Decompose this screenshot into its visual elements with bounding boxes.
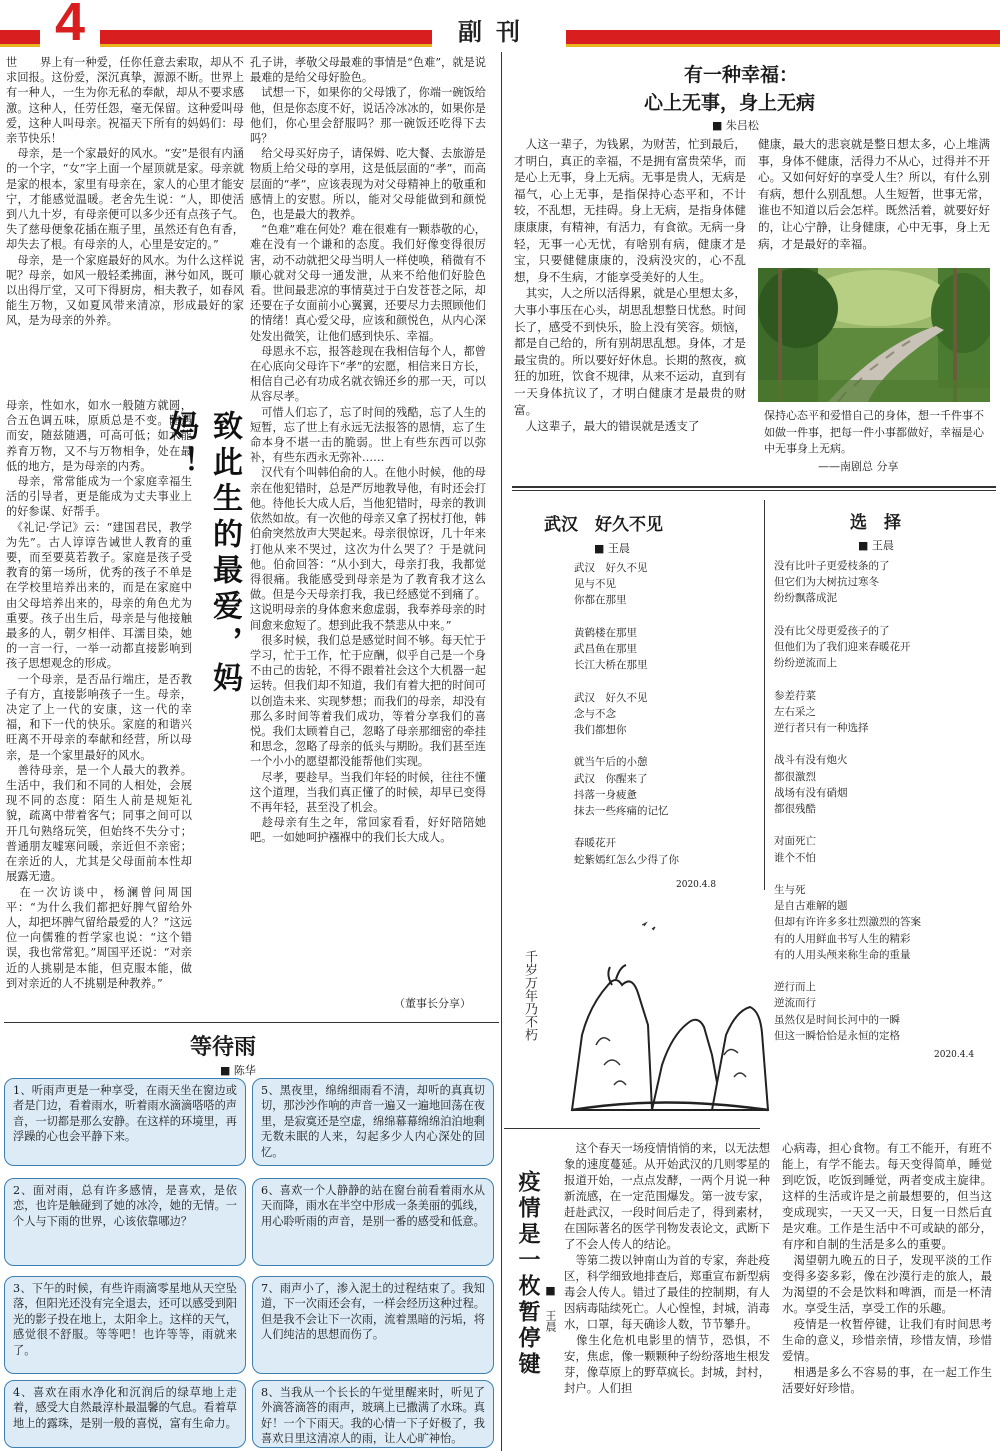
choice-poem-author: ■ 王晨	[858, 539, 894, 552]
wuhan-poem-author: ■ 王晨	[594, 542, 630, 555]
pause-top-rule	[504, 1128, 760, 1129]
pause-col2: 心病毒，担心食物。有工不能开，有班不能上，有学不能去。每天变得简单，睡觉到吃饭，吃饭到睡觉，两者变成主旋律。这样的生活或许是之前最想要的，但当这变成现实，一天又一天，日复一日然后直是灾难。工作是生活中不可或缺的部分，有序和自制的生活是多么的重要。 渴望朝九晚五的日子，发现平淡的工作变得多姿多彩，像在沙漠行走的旅人，最为渴望的不会是饮料和啤酒，而是一杯清水。享受生活，享受工作的乐趣。 疫情是一枚暂停键，让我们有时间思考生命的意义，珍惜亲情，珍惜友情，珍惜爱情。 相遇是多么不容易的事，在一起工作生活要好好珍惜。	[782, 1141, 992, 1395]
happiness-author: ■ 朱吕松	[712, 119, 759, 132]
mother-article-author: （董事长分享）	[394, 997, 471, 1010]
ink-calligraphy: 千岁万年乃不朽	[522, 950, 537, 1041]
pause-author: ■ 王晨	[544, 1284, 557, 1332]
header-red-stripe-mid	[100, 30, 432, 44]
happiness-bottom-rule-thin	[512, 490, 996, 491]
header-gold-stripe-right	[566, 44, 1000, 47]
happiness-title-line2: 心上无事，身上无病	[644, 92, 816, 114]
header-red-stripe-right	[566, 30, 1000, 44]
happiness-title-line1: 有一种幸福：	[684, 64, 799, 86]
choice-poem-text: 没有比叶子更爱枝条的了 但它们为大树抗过寒冬 纷纷飘落成泥 没有比父母更爱孩子的了 但他们为了我们迎来春暖花开 纷纷逆流而上 参差荇菜 左右采之 逆行者只有一种选择 战斗有没有炮火 都很激烈 战场有没有硝烟 都很残酷 对面死亡 谁个不怕 生与死 是自古难解的题 但却有许许多多壮烈激烈的答案 有的人用鲜血书写人生的精彩 有的人用头颅来称生命的重量 逆行而上 逆流而行 虽然仅是时间长河中的一瞬 但这一瞬恰恰是永恒的定格	[774, 560, 921, 1042]
happiness-photo-caption: 保持心态平和爱惜自己的身体，想一千件事不如做一件事，把每一件小事都做好，幸福是心中无事身上无病。	[764, 409, 984, 455]
column-divider	[501, 52, 502, 1451]
rain-item-3: 3、下午的时候，有些许雨滴零星地从天空坠落，但阳光还没有完全退去，还可以感受到阳光的影子投在地上，太阳伞上。这样的天气，感觉很不舒服。等等吧！也许等等，雨就来了。	[4, 1276, 246, 1374]
header-gold-stripe-mid	[100, 44, 432, 47]
happiness-bottom-rule	[512, 486, 996, 488]
rain-item-7: 7、雨声小了，渗入泥土的过程结束了。我知道，下一次雨还会有，一样会经历这种过程。但是我不会让下一次雨，流着黑暗的污垢，将人们纯洁的思想而伤了。	[252, 1276, 494, 1374]
section-title: 副刊	[458, 17, 534, 46]
header-gold-stripe-left	[0, 44, 40, 47]
mother-article-col1-left: 母亲，性如水，如水一般随方就圆，合五色调五味，原质总是不变。随遇而安，随兹随遇，可高可低；如水能养育万物，又不与万物相争，处在最低的地方，是为母亲的内秀。 母亲，常常能成为一个家庭幸福生活的引导者，更是能成为丈夫事业上的好参谋、好帮手。 《礼记·学记》云：“建国君民，教学为先”。古人谆谆告诫世人教育的重要，而至要莫若教子。家庭是孩子受教育的第一场所，优秀的孩子不单是在学校里培养出来的，而是在家庭中由父母培养出来的，母亲的角色尤为重要。孩子出生后，母亲是与他接触最多的人，朝夕相伴、耳濡目染，她的一言一行，一举一动都直接影响到孩子思想观念的形成。 一个母亲，是否品行端庄，是否教子有方，直接影响孩子一生。母亲，决定了上一代的安康，这一代的幸福，和下一代的快乐。家庭的和谐兴旺离不开母亲的奉献和经营，所以母亲，是一个家里最好的风水。 善待母亲，是一个人最大的教养。生活中，我们和不同的人相处，会展现不同的态度：陌生人前是规矩礼貌，疏离中带着客气；同事之间可以开几句熟络玩笑，但始终不失分寸；普通朋友嘘寒问暖，亲近但不亲密；在亲近的人，尤其是父母面前本性却展露无遗。 在一次访谈中，杨澜曾问周国平：“为什么我们都把好脾气留给外人，却把坏脾气留给最爱的人？”这远位一向儒雅的哲学家也说：“这个错误，我也常常犯。”周国平还说：“对亲近的人挑剔是本能，但克服本能，做到对亲近的人不挑剔是种教养。”	[6, 399, 192, 990]
rain-author: ■ 陈华	[220, 1064, 256, 1077]
page-number: 4	[55, 0, 86, 52]
rain-item-5: 5、黑夜里，绵绵细雨看不清，却听的真真切切，那沙沙作响的声音一遍又一遍地回荡在夜里，是寂寞还是空虚，绵绵幕幕绵绵泊泊地剩无数未眠的人来，勾起多少人内心深处的回忆。	[252, 1078, 494, 1166]
rain-item-1: 1、听雨声更是一种享受，在雨天坐在窗边或者是门边，看着雨水，听着雨水滴滴嗒嗒的声音，一切都是那么安静。在这样的环境里，再浮躁的心也会平静下来。	[4, 1078, 246, 1166]
mother-article-title: 致此生的最爱，妈妈！	[163, 410, 242, 698]
wuhan-poem-text: 武汉 好久不见 见与不见 你都在那里 黄鹤楼在那里 武昌鱼在那里 长江大桥在那里 武汉 好久不见 念与不念 我们都想你 就当午后的小憩 武汉 你醒来了 抖落一身疲惫 抹去一些疼痛的记忆 春暖花开 蛇紫嫣红怎么少得了你	[574, 562, 679, 866]
wuhan-poem-title: 武汉 好久不见	[544, 515, 663, 535]
rain-item-8: 8、当我从一个长长的午觉里醒来时，听见了外滴答滴答的雨声，玻璃上已撒满了水珠。真好！一个下雨天。我的心情一下子好极了，我喜欢日里这清凉人的雨，让人心旷神怡。	[252, 1380, 494, 1448]
mother-article-col2: 孔子讲，孝敬父母最难的事情是“色难”，就是说最难的是给父母好脸色。 试想一下，如果你的父母饿了，你端一碗饭给他，但是你态度不好，说话冷冰冰的，如果你是他们，你心里会舒服吗？那一碗饭还吃得下去吗？ 给父母买好房子，请保姆、吃大餐、去旅游是物质上给父母的享用，这是低层面的“孝”，而高层面的“孝”，应该表现为对父母精神上的敬重和感情上的安慰。所以，能对父母能做到和颜悦色，也是最大的教养。 “色难”难在何处？难在很难有一颗恭敬的心，难在没有一个谦和的态度。我们好像变得很厉害，动不动就把父母当明人一样使唤，稍微有不顺心就对父母一通发泄，从来不给他们好脸色看。世间最悲凉的事情莫过于白发苍苍之际，却还要在子女面前小心翼翼，还要尽力去照顾他们的情绪！真心爱父母，应该和颜悦色，从内心深处发出微笑，让他们感到快乐、幸福。 母恩永不忘，报答趁现在我相信每个人，都曾在心底向父母许下“孝”的宏愿，相信来日方长，相信自己必有功成名就衣锦还乡的那一天，可以从容尽孝。 可惜人们忘了，忘了时间的残酷，忘了人生的短暂，忘了世上有永远无法报答的恩情，忘了生命本身不堪一击的脆弱。世上有些东西可以弥补，有些东西永无弥补…… 汉代有个叫韩伯俞的人。在他小时候，他的母亲在他犯错时，总是严厉地教导他，有时还会打他。待他长大成人后，当他犯错时，母亲的教训依然如故。有一次他的母亲又拿了拐杖打他，韩伯俞突然放声大哭起来。母亲很惊讶，几十年来打他从来不哭过，这次为什么哭了？于是就问他。伯俞回答：“从小到大，母亲打我，我都觉得很痛。我能感受到母亲是为了教育我才这么做。但是今天母亲打我，我已经感觉不到痛了。这说明母亲的身体愈来愈虚弱，我奉养母亲的时间愈来愈短了。想到此我不禁悲从中来。” 很多时候，我们总是感觉时间不够。每天忙于学习，忙于工作，忙于应酬，似乎自己是一个身不由己的齿轮，不得不跟着社会这个大机器一起运转。但我们却不知道，我们有着大把的时间可以创造未来、实现梦想；而我们的母亲，却没有那么多时间等着我们成功，等着分享我们的喜悦。我们太顾着自己，忽略了母亲那细密的牵挂和思念，忽略了母亲的低头与期盼。我们甚至连一个小小的愿望都没能帮他们实现。 尽孝，要趁早。当我们年轻的时候，往往不懂这个道理，当我们真正懂了的时候，却早已变得不再年轻，甚至没了机会。 趁母亲有生之年，常回家看看，好好陪陪她吧。一如她呵护襁褓中的我们长大成人。	[250, 56, 486, 845]
happiness-col1: 人这一辈子，为钱累，为财苦，忙到最后，才明白，真正的幸福，不是拥有富贵荣华，而是心上无事，身上无病。无事是贵人，无病是福气，心上无事，是指保持心态平和，不计较，不乱想，无挂碍。身上无病，是指身体健康康康，有精神，有活力，有食欲。无病一身轻，无事一心无忧，有啥别有病，健康才是宝，只要健健康康的，没病没灾的，心不乱想，身不生病，才能享受美好的人生。 其实，人之所以活得累，就是心里想太多，大事小事压在心头，胡思乱想整日忧愁。时间长了，感受不到快乐，脸上没有笑容。烦恼，都是自己给的，所有别胡思乱想。身体，才是最宝贵的。所以要好好休息。长期的熬夜，疯狂的加班，饮食不规律，从来不运动，直到有一天身体抗议了，才明白健康才是最贵的财富。 人这辈子，最大的错误就是透支了	[514, 137, 746, 434]
mother-article-bottom-rule	[4, 1022, 499, 1023]
happiness-caption-source: ——南剧总 分享	[818, 460, 899, 473]
poem-column-divider	[764, 500, 765, 890]
rain-title: 等待雨	[190, 1035, 257, 1060]
choice-poem-date: 2020.4.4	[934, 1050, 975, 1060]
header-bar	[0, 0, 1000, 50]
header-red-stripe-left	[0, 30, 40, 44]
rain-item-6: 6、喜欢一个人静静的站在窗台前看着雨水从天而降，雨水在半空中形成一条美丽的弧线，用心聆听雨的声音，是别一番的感受和低意。	[252, 1178, 494, 1266]
choice-poem-title: 选 择	[850, 513, 901, 533]
rain-item-2: 2、面对雨，总有许多感情，是喜欢，是依恋，也许是触碰到了她的冰冷，她的无情。一个人与下雨的世界，心该依靠哪边？	[4, 1178, 246, 1266]
pause-col1: 这个春天一场疫情悄悄的来，以无法想象的速度蔓延。从开始武汉的几则零星的报道开始，一点点发酵，一两个月说一种新流感，在一定范围爆发。第一波专家，赶赴武汉，一段时间后走了，得到素材，在国际著名的医学刊物发表论文，武断下了不会人传人的结论。 等第二拨以钟南山为首的专家，奔赴疫区，科学细致地排查后，郑重宣布新型病毒会人传人。错过了最佳的控制期，有人因病毒陆续死亡。人心惶惶，封城，消毒水，口罩，每天确诊人数，节节攀升。 像生化危机电影里的情节，恐惧，不安，焦虑，像一颗颗种子纷纷落地生根发芽，像草原上的野草疯长。封城，封村，封户。人们担	[564, 1141, 770, 1395]
mother-article-col1-top: 世 界上有一种爱，任你任意去索取，却从不求回报。这份爱，深沉真挚，源源不断。世界上有一种人，一生为你无私的奉献，却从不要求感激。这种人，任劳任怨，毫无保留。这种爱叫母爱，这种人叫母亲。祝福天下所有的妈妈们：母亲节快乐！ 母亲，是一个家最好的风水。“安”是很有内涵的一个字，“女”字上面一个屋顶就是家。母亲就是家的根本，家里有母亲在，家人的心里才能安宁，才能感觉温暖。老舍先生说：“人，即使活到八九十岁，有母亲便可以多少还有点孩子气。失了慈母便象花插在瓶子里，虽然还有色有香，却失去了根。有母亲的人，心里是安定的。” 母亲，是一个家庭最好的风水。为什么这样说呢？母亲，如风一般轻柔拂面，淋兮如风，既可以出得厅堂，又可下得厨房，相夫教子，如春风能生万物，又如夏风带来清凉，形成最好的家风，是为母亲的外养。	[6, 56, 244, 328]
ink-landscape-painting	[512, 915, 772, 1120]
happiness-col2: 健康，最大的悲哀就是整日想太多，心上堆满事，身体不健康，活得力不从心，过得并不开心。又如何好好的享受人生？所以，有什么别有病，想什么别乱想。人生短暂，世事无常，谁也不知道以后会怎样。既然活着，就要好好的，让心宁静，让身健康，心中无事，身上无病，才是最好的幸福。	[758, 137, 990, 251]
wuhan-poem-date: 2020.4.8	[676, 880, 717, 890]
pause-title: 疫情是一枚暂停键	[515, 1170, 540, 1378]
garden-path-photo	[758, 268, 990, 402]
rain-item-4: 4、喜欢在雨水净化和沉润后的绿草地上走着，感受大自然最淳朴最温馨的气息。看着草地上的露珠，是别一般的喜悦，富有生命力。	[4, 1380, 246, 1448]
